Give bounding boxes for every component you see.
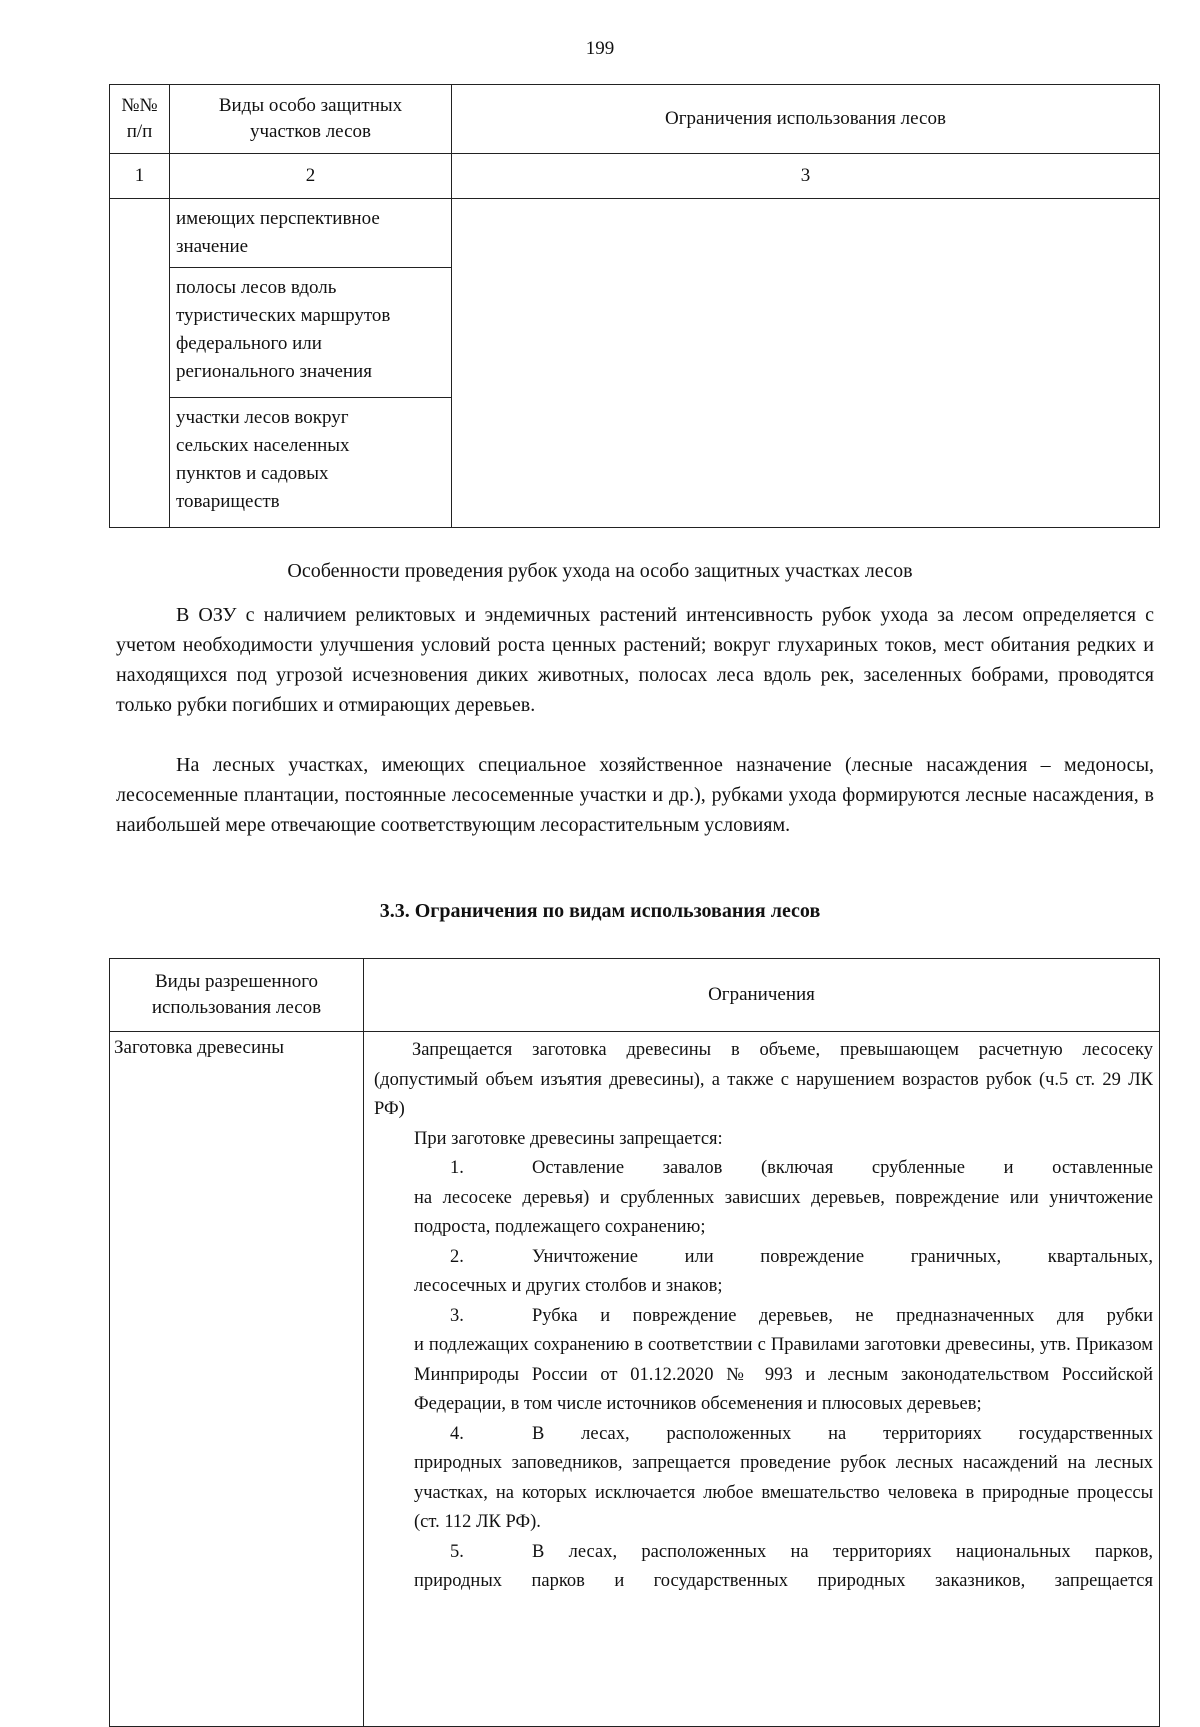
item-number: 4. [450,1423,464,1444]
item-number: 1. [450,1158,464,1178]
item-number: 3. [450,1305,464,1326]
header-usage-types-cell: Виды разрешенного использования лесов [110,959,364,1032]
list-item: 4. В лесах, расположенных на территориях государственных природных заповедников, запрещается проведение рубок лесных насаждений на лесных участках, на которых исключается любое вмешательство человека в природные процессы (ст. 112 ЛК РФ). [414,1420,1153,1538]
header-restrictions-cell: Ограничения [364,959,1160,1032]
paragraph: В ОЗУ с наличием реликтовых и эндемичных растений интенсивность рубок ухода за лесом определяется с учетом необходимости улучшения условий роста ценных растений; вокруг глухариных токов, мест обитания редких и находящихся под угрозой исчезновения диких животных, полосах леса вдоль рек, заселенных бобрами, проводятся только рубки погибших и отмирающих деревьев. [116,604,1154,716]
column-numbers-row [110,154,1160,199]
item-number: 2. [450,1246,464,1267]
list-item: 5. В лесах, расположенных на территориях национальных парков, природных парков и государственных природных заказников, запрещается [414,1538,1153,1597]
header-types-cell: Виды особо защитных участков лесов [170,85,452,154]
column-number: 1 [110,154,170,199]
header-number-cell: №№ п/п [110,85,170,154]
table-header-row [110,85,1160,154]
area-type-cell: полосы лесов вдоль туристических маршрутов федерального или регионального значения [170,268,452,398]
restrictions-cell [364,1032,1160,1727]
column-number: 2 [170,154,452,199]
item-number: 5. [450,1541,464,1562]
usage-restrictions-table [109,958,1160,1727]
empty-number-cell [110,199,170,528]
page-number: 199 [585,38,615,59]
section-heading: Особенности проведения рубок ухода на особо защитных участках лесов [287,560,913,582]
column-number: 3 [452,154,1160,199]
paragraph: На лесных участках, имеющих специальное хозяйственное назначение (лесные насаждения – медоносы, лесосеменные плантации, постоянные лесосеменные участки и др.), рубками ухода формируются лесные насаждения, в наибольшей мере отвечающие соответствующим лесорастительным условиям. [116,754,1154,836]
table-row [110,1032,1160,1727]
list-item: 3. Рубка и повреждение деревьев, не предназначенных для рубки и подлежащих сохранению в соответствии с Правилами заготовки древесины, утв. Приказом Минприроды России от 01.12.2020 № 993 и лесным законодательством Российской Федерации, в том числе источников обсеменения и плюсовых деревьев; [414,1302,1153,1420]
area-type-cell: имеющих перспективное значение [170,199,452,268]
list-item: 2. Уничтожение или повреждение граничных, квартальных, лесосечных и других столбов и знаков; [414,1243,1153,1302]
restriction-intro: При заготовке древесины запрещается: [414,1128,723,1149]
forest-areas-table [109,84,1160,528]
usage-type-cell: Заготовка древесины [110,1032,364,1727]
header-restrictions-cell: Ограничения использования лесов [452,85,1160,154]
table-row [110,199,1160,268]
table-header-row [110,959,1160,1032]
list-item: 1. Оставление завалов (включая срубленные и оставленные на лесосеке деревья) и срубленных зависших деревьев, повреждение или уничтожение подроста, подлежащего сохранению; [414,1154,1153,1243]
restriction-lead-text: Запрещается заготовка древесины в объеме, превышающем расчетную лесосеку (допустимый объем изъятия древесины), а также с нарушением возрастов рубок (ч.5 ст. 29 ЛК РФ) [374,1040,1153,1119]
empty-restrictions-cell [452,199,1160,528]
subsection-heading: 3.3. Ограничения по видам использования лесов [379,900,821,922]
area-type-cell: участки лесов вокруг сельских населенных пунктов и садовых товариществ [170,398,452,528]
